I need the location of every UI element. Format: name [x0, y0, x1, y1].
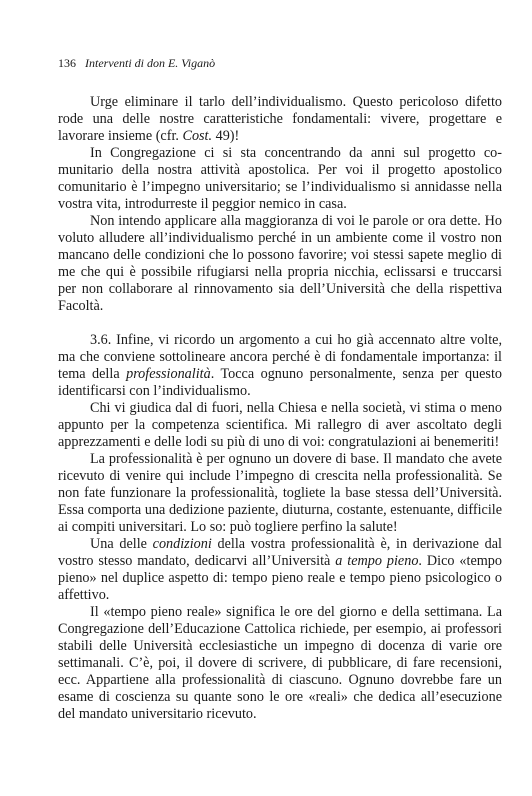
page-header — [58, 56, 215, 71]
paragraph — [58, 332, 502, 400]
page-number: 136 — [58, 56, 76, 70]
italic-text: condizioni — [152, 536, 212, 552]
text-span: In Congregazione ci si sta concentrando da anni sul progetto comunitario della nostra attività apostolica. Per voi il progetto apostolico comunitario è l’impegno universitario; se l’individualismo si annidasse nella vostra vita, introdurreste il peggior nemico in casa. — [58, 145, 502, 212]
text-span: Il «tempo pieno reale» significa le ore del giorno e della settimana. La Congregazione dell’Educazione Cattolica richiede, per esempio, ai professori stabili delle Università ecclesiastiche un impegno di docenza di varie ore settimanali. C’è, poi, il dovere di scrivere, di pubblicare, di fare recensioni, ecc. Appartiene alla professionalità di ciascuno. Ognuno dovrebbe fare un esame di coscienza su quante sono le ore «reali» che dedica all’esecuzione del mandato universitario ricevuto. — [58, 604, 502, 722]
body-text — [58, 94, 502, 723]
paragraph — [58, 400, 502, 451]
paragraph — [58, 213, 502, 315]
italic-text: professionalità — [126, 366, 211, 382]
text-span: . Tocca ognuno personalmente, senza per questo identificarsi con l’individualismo. — [58, 366, 502, 399]
text-span: Urge eliminare il tarlo dell’individualismo. Questo pericoloso difetto rode una delle nostre caratteristiche fondamentali: vivere, progettare e lavorare insieme (cfr. — [58, 94, 502, 144]
text-span: della vostra professionalità è, in derivazione dal vostro stesso mandato, dedicarvi all’Università — [58, 536, 502, 569]
paragraph — [58, 536, 502, 604]
text-span: 3.6. Infine, vi ricordo un argomento a cui ho già accennato altre volte, ma che conviene sottolineare ancora perché è di fondamentale importanza: il tema della — [58, 332, 502, 382]
italic-text: a tempo pieno — [335, 553, 419, 569]
paragraph — [58, 451, 502, 536]
text-span: La professionalità è per ognuno un dovere di base. Il mandato che avete ricevuto di venire qui include l’impegno di crescita nella professionalità. Se non fate funzionare la professionalità, togliete la base stessa dell’Università. Essa comporta una dedizione paziente, diuturna, costante, estenuante, difficile ai compiti universitari. Lo so: può togliere perfino la salute! — [58, 451, 502, 535]
paragraph — [58, 94, 502, 145]
paragraph — [58, 145, 502, 213]
text-span: 49)! — [212, 128, 240, 144]
running-title: Interventi di don E. Viganò — [85, 56, 216, 70]
text-span: Chi vi giudica dal di fuori, nella Chiesa e nella società, vi stima o meno appunto per la competenza scientifica. Mi rallegro di aver ascoltato degli apprezzamenti e delle lodi su più di uno di voi: congratulazioni ai benemeriti! — [58, 400, 502, 450]
text-span: . Dico «tempo pieno» nel duplice aspetto di: tempo pieno reale e tempo pieno psicologico o affettivo. — [58, 553, 502, 603]
text-span: Una delle — [90, 536, 153, 552]
italic-text: Cost. — [182, 128, 213, 144]
paragraph — [58, 604, 502, 723]
text-span: Non intendo applicare alla maggioranza di voi le parole or ora dette. Ho voluto alludere all’individualismo perché in un ambiente come il vostro non mancano delle condizioni che lo possono favorire; voi stessi sapete meglio di me che qui è possibile rifugiarsi nella propria nicchia, eclissarsi e truccarsi per non collaborare al rinnovamento sia dell’Università che della rispettiva Facoltà. — [58, 213, 502, 314]
